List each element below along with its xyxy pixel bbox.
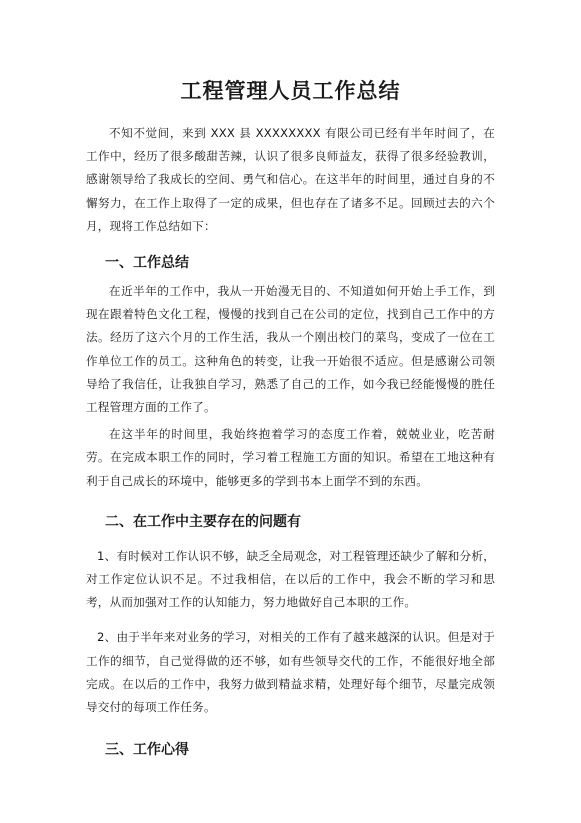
section-heading-work-summary: 一、工作总结	[105, 255, 189, 272]
problem-item-1: 1、有时候对工作认识不够，缺乏全局观念，对工程管理还缺少了解和分析，对工作定位认识不足。不过我相信，在以后的工作中，我会不断的学习和思考，从而加强对工作的认知能力，努力地做好自己本职的工作。	[86, 548, 495, 610]
section-heading-problems: 二、在工作中主要存在的问题有	[105, 513, 301, 530]
intro-paragraph: 不知不觉间，来到 XXX 县 XXXXXXXX 有限公司已经有半年时间了，在工作中，经历了很多酸甜苦辣，认识了很多良师益友，获得了很多经验教训，感谢领导给了我成长的空间、勇气和信心。在这半年的时间里，通过自身的不懈努力，在工作上取得了一定的成果，但也存在了诸多不足。回顾过去的六个月，现将工作总结如下：	[86, 126, 495, 233]
work-summary-paragraph-2: 在这半年的时间里，我始终抱着学习的态度工作着，兢兢业业，吃苦耐劳。在完成本职工作的同时，学习着工程施工方面的知识。希望在工地这种有利于自己成长的环境中，能够更多的学到书本上面学不到的东西。	[86, 427, 495, 488]
section-heading-experience: 三、工作心得	[105, 742, 189, 759]
work-summary-paragraph-1: 在近半年的工作中，我从一开始漫无目的、不知道如何开始上手工作，到现在跟着特色文化工程，慢慢的找到自己在公司的定位，找到自己工作中的方法。经历了这六个月的工作生活，我从一个刚出校门的菜鸟，变成了一位在工作单位工作的员工。这种角色的转变，让我一开始很不适应。但是感谢公司领导给了我信任，让我独自学习，熟悉了自己的工作，如今我已经能慢慢的胜任工程管理方面的工作了。	[86, 284, 495, 415]
problem-item-2: 2、由于半年来对业务的学习，对相关的工作有了越来越深的认识。但是对于工作的细节，自己觉得做的还不够，如有些领导交代的工作，不能很好地全部完成。在以后的工作中，我努力做到精益求精，处理好每个细节，尽量完成领导交付的每项工作任务。	[86, 630, 495, 715]
document-title: 工程管理人员工作总结	[180, 78, 401, 103]
